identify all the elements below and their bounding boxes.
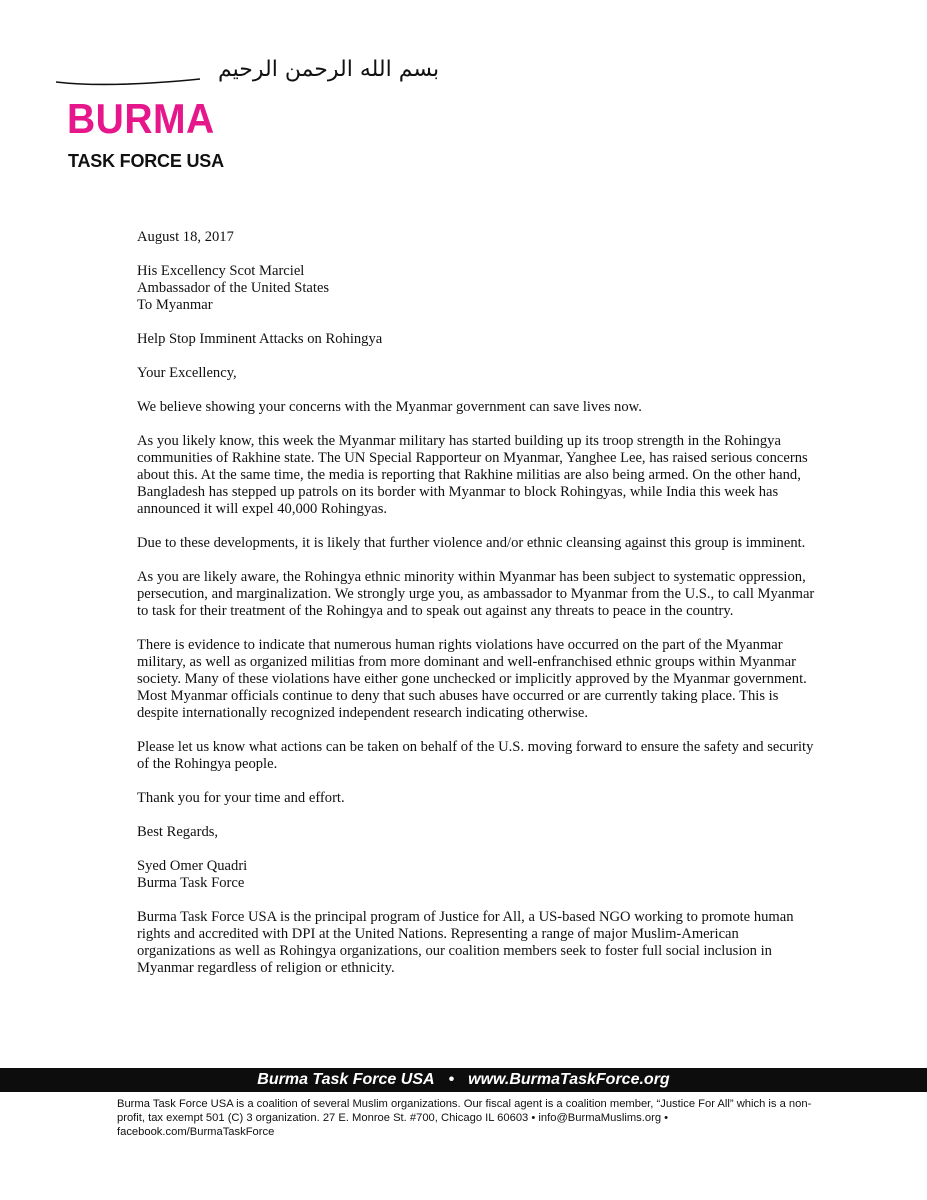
recipient-line: Ambassador of the United States [137, 280, 330, 296]
footer-note: Burma Task Force USA is a coalition of several Muslim organizations. Our fiscal agent is a coalition member, “Justice For All” which is a non-profit, tax exempt 501 (C) 3 organization. 27 E. Monroe St. #700, Chicago IL 60603 • info@BurmaMuslims.org • facebook.com/BurmaTaskForce [117, 1098, 812, 1138]
footer-website-link[interactable]: www.BurmaTaskForce.org [468, 1071, 670, 1088]
recipient-line: His Excellency Scot Marciel [137, 263, 305, 279]
recipient-line: To Myanmar [137, 297, 213, 313]
letter-paragraph: As you likely know, this week the Myanmar military has started building up its troop strength in the Rohingya communities of Rakhine state. The UN Special Rapporteur on Myanmar, Yanghee Lee, has raised serious concerns about this. At the same time, the media is reporting that Rakhine militias are also being armed. On the other hand, Bangladesh has stepped up patrols on its border with Myanmar to block Rohingyas, while India this week has announced it will expel 40,000 Rohingyas. [137, 433, 808, 517]
letter-paragraph: Please let us know what actions can be taken on behalf of the U.S. moving forward to ensure the safety and security of the Rohingya people. [137, 739, 814, 772]
footer-org-name: Burma Task Force USA [257, 1071, 435, 1088]
bismillah-calligraphy [50, 52, 440, 92]
about-paragraph: Burma Task Force USA is the principal program of Justice for All, a US-based NGO working to promote human rights and accredited with DPI at the United Nations. Representing a range of major Muslim-American organizations as well as Rohingya organizations, our coalition members seek to foster full social inclusion in Myanmar regardless of religion or ethnicity. [137, 909, 794, 976]
letter-paragraph: As you are likely aware, the Rohingya ethnic minority within Myanmar has been subject to systematic oppression, persecution, and marginalization. We strongly urge you, as ambassador to Myanmar from the U.S., to call Myanmar to task for their treatment of the Rohingya and to speak out against any threats to peace in the country. [137, 569, 815, 619]
letter-salutation: Your Excellency, [137, 365, 237, 381]
letter-paragraph: Due to these developments, it is likely that further violence and/or ethnic cleansing against this group is imminent. [137, 535, 806, 551]
footer-bar [0, 1068, 927, 1092]
letter-date: August 18, 2017 [137, 229, 234, 245]
letter-paragraph: Thank you for your time and effort. [137, 790, 345, 806]
signature-block [137, 858, 817, 892]
letter-body [137, 229, 817, 994]
letter-paragraph: There is evidence to indicate that numerous human rights violations have occurred on the part of the Myanmar military, as well as organized militias from more dominant and well-enfranchised ethnic groups within Myanmar society. Many of these violations have either gone unchecked or implicitly approved by the Myanmar government. Most Myanmar officials continue to deny that such abuses have occurred or are currently taking place. This is despite internationally recognized independent research indicating otherwise. [137, 637, 807, 721]
signature-name: Syed Omer Quadri [137, 858, 248, 874]
logo-subtitle: TASK FORCE USA [68, 151, 224, 171]
letter-paragraph: We believe showing your concerns with the Myanmar government can save lives now. [137, 399, 642, 415]
footer-separator: • [448, 1071, 455, 1088]
signature-org: Burma Task Force [137, 875, 245, 891]
letter-closing: Best Regards, [137, 824, 219, 840]
logo-title: BURMA [67, 95, 215, 142]
bismillah-text: بسم الله الرحمن الرحيم [218, 57, 440, 82]
letter-subject: Help Stop Imminent Attacks on Rohingya [137, 331, 383, 347]
recipient-block [137, 263, 817, 314]
